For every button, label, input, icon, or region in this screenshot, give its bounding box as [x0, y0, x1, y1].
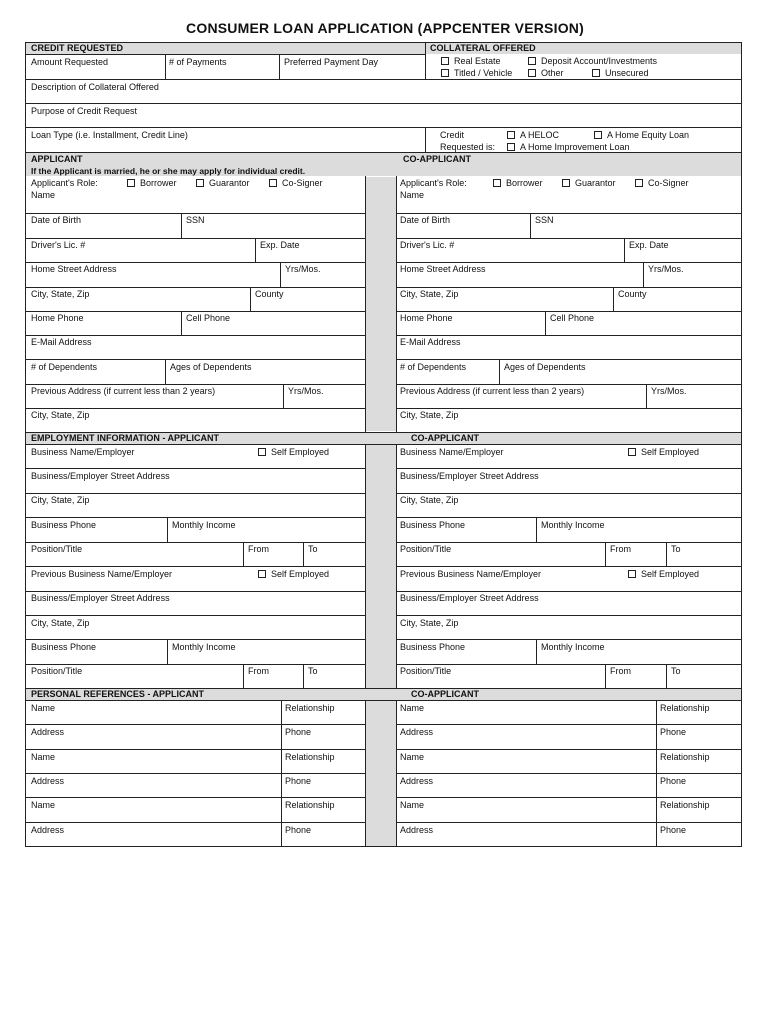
- reference-1-name-field[interactable]: Name: [31, 703, 56, 713]
- co-prev-business-phone-field[interactable]: Business Phone: [400, 642, 466, 652]
- employment-coapplicant-header: CO-APPLICANT: [411, 433, 479, 443]
- reference-3-relationship-field[interactable]: Relationship: [285, 800, 335, 810]
- co-reference-2-name-field[interactable]: Name: [400, 752, 425, 762]
- deposit-checkbox[interactable]: [528, 57, 536, 65]
- co-applicant-name-field[interactable]: Name: [400, 190, 425, 200]
- co-cosigner-checkbox[interactable]: [635, 179, 643, 187]
- co-self-employed-checkbox[interactable]: [628, 448, 636, 456]
- co-applicant-yrs-field[interactable]: Yrs/Mos.: [648, 264, 684, 274]
- co-to-field[interactable]: To: [671, 544, 681, 554]
- reference-2-address-field[interactable]: Address: [31, 776, 65, 786]
- home-improvement-checkbox[interactable]: [507, 143, 515, 151]
- co-applicant-email-field[interactable]: E-Mail Address: [400, 337, 461, 347]
- co-reference-3-phone-field[interactable]: Phone: [660, 825, 687, 835]
- applicant-email-field[interactable]: E-Mail Address: [31, 337, 92, 347]
- co-prev-monthly-income-field[interactable]: Monthly Income: [541, 642, 605, 652]
- guarantor-label: Guarantor: [209, 178, 250, 188]
- co-reference-2-address-field[interactable]: Address: [400, 776, 434, 786]
- references-header: PERSONAL REFERENCES - APPLICANT: [31, 689, 205, 699]
- form-title: CONSUMER LOAN APPLICATION (APPCENTER VERSION): [186, 20, 584, 36]
- prev-from-field[interactable]: From: [248, 666, 269, 676]
- reference-3-phone-field[interactable]: Phone: [285, 825, 312, 835]
- co-prev-business-city-field[interactable]: City, State, Zip: [400, 618, 459, 628]
- coapplicant-header: CO-APPLICANT: [403, 154, 471, 164]
- co-reference-1-phone-field[interactable]: Phone: [660, 727, 687, 737]
- reference-3-address-field[interactable]: Address: [31, 825, 65, 835]
- credit-purpose-field[interactable]: Purpose of Credit Request: [31, 106, 138, 116]
- applicant-role-label: Applicant's Role:: [31, 178, 98, 188]
- business-name-field[interactable]: Business Name/Employer: [31, 447, 135, 457]
- co-guarantor-label: Guarantor: [575, 178, 616, 188]
- prev-self-employed-checkbox[interactable]: [258, 570, 266, 578]
- applicant-ages-field[interactable]: Ages of Dependents: [170, 362, 252, 372]
- co-applicant-dependents-field[interactable]: # of Dependents: [400, 362, 467, 372]
- co-applicant-home-address-field[interactable]: Home Street Address: [400, 264, 486, 274]
- co-prev-self-employed-label: Self Employed: [641, 569, 700, 579]
- applicant-exp-field[interactable]: Exp. Date: [260, 240, 300, 250]
- co-guarantor-checkbox[interactable]: [562, 179, 570, 187]
- collateral-description-field[interactable]: Description of Collateral Offered: [31, 82, 159, 92]
- payment-day-field[interactable]: Preferred Payment Day: [284, 57, 379, 67]
- credit-requested-header: CREDIT REQUESTED: [31, 43, 124, 53]
- co-applicant-ssn-field[interactable]: SSN: [535, 215, 554, 225]
- co-reference-3-address-field[interactable]: Address: [400, 825, 434, 835]
- titled-vehicle-checkbox[interactable]: [441, 69, 449, 77]
- applicant-dependents-field[interactable]: # of Dependents: [31, 362, 98, 372]
- reference-1-relationship-field[interactable]: Relationship: [285, 703, 335, 713]
- co-applicant-dl-field[interactable]: Driver's Lic. #: [400, 240, 455, 250]
- co-business-city-field[interactable]: City, State, Zip: [400, 495, 459, 505]
- co-applicant-prev-yrs-field[interactable]: Yrs/Mos.: [651, 386, 687, 396]
- monthly-income-field[interactable]: Monthly Income: [172, 520, 236, 530]
- co-position-field[interactable]: Position/Title: [400, 544, 452, 554]
- applicant-home-phone-field[interactable]: Home Phone: [31, 313, 84, 323]
- reference-2-name-field[interactable]: Name: [31, 752, 56, 762]
- applicant-yrs-field[interactable]: Yrs/Mos.: [285, 264, 321, 274]
- self-employed-checkbox[interactable]: [258, 448, 266, 456]
- prev-business-field[interactable]: Previous Business Name/Employer: [31, 569, 173, 579]
- titled-vehicle-label: Titled / Vehicle: [454, 68, 513, 78]
- co-business-name-field[interactable]: Business Name/Employer: [400, 447, 504, 457]
- co-applicant-home-phone-field[interactable]: Home Phone: [400, 313, 453, 323]
- other-checkbox[interactable]: [528, 69, 536, 77]
- heloc-label: A HELOC: [520, 130, 560, 140]
- applicant-dl-field[interactable]: Driver's Lic. #: [31, 240, 86, 250]
- co-applicant-prev-city-field[interactable]: City, State, Zip: [400, 410, 459, 420]
- co-applicant-prev-address-field[interactable]: Previous Address (if current less than 2 years): [400, 386, 585, 396]
- prev-self-employed-label: Self Employed: [271, 569, 330, 579]
- co-prev-to-field[interactable]: To: [671, 666, 681, 676]
- reference-2-relationship-field[interactable]: Relationship: [285, 752, 335, 762]
- prev-business-street-field[interactable]: Business/Employer Street Address: [31, 593, 170, 603]
- co-business-phone-field[interactable]: Business Phone: [400, 520, 466, 530]
- applicant-city-field[interactable]: City, State, Zip: [31, 289, 90, 299]
- real-estate-label: Real Estate: [454, 56, 501, 66]
- home-improvement-label: A Home Improvement Loan: [520, 142, 630, 152]
- loan-application-form: [25, 42, 742, 847]
- co-prev-business-street-field[interactable]: Business/Employer Street Address: [400, 593, 539, 603]
- co-cosigner-label: Co-Signer: [648, 178, 689, 188]
- co-reference-1-name-field[interactable]: Name: [400, 703, 425, 713]
- co-applicant-county-field[interactable]: County: [618, 289, 647, 299]
- borrower-checkbox[interactable]: [127, 179, 135, 187]
- co-applicant-exp-field[interactable]: Exp. Date: [629, 240, 669, 250]
- co-reference-2-relationship-field[interactable]: Relationship: [660, 752, 710, 762]
- co-reference-1-address-field[interactable]: Address: [400, 727, 434, 737]
- reference-2-phone-field[interactable]: Phone: [285, 776, 312, 786]
- co-prev-self-employed-checkbox[interactable]: [628, 570, 636, 578]
- co-prev-business-field[interactable]: Previous Business Name/Employer: [400, 569, 542, 579]
- prev-monthly-income-field[interactable]: Monthly Income: [172, 642, 236, 652]
- heloc-checkbox[interactable]: [507, 131, 515, 139]
- reference-3-name-field[interactable]: Name: [31, 800, 56, 810]
- prev-business-phone-field[interactable]: Business Phone: [31, 642, 97, 652]
- co-borrower-label: Borrower: [506, 178, 543, 188]
- applicant-prev-city-field[interactable]: City, State, Zip: [31, 410, 90, 420]
- unsecured-label: Unsecured: [605, 68, 649, 78]
- co-reference-1-relationship-field[interactable]: Relationship: [660, 703, 710, 713]
- amount-requested-field[interactable]: Amount Requested: [31, 57, 109, 67]
- reference-1-address-field[interactable]: Address: [31, 727, 65, 737]
- to-field[interactable]: To: [308, 544, 318, 554]
- cosigner-checkbox[interactable]: [269, 179, 277, 187]
- co-monthly-income-field[interactable]: Monthly Income: [541, 520, 605, 530]
- applicant-prev-address-field[interactable]: Previous Address (if current less than 2 years): [31, 386, 216, 396]
- co-self-employed-label: Self Employed: [641, 447, 700, 457]
- business-phone-field[interactable]: Business Phone: [31, 520, 97, 530]
- home-equity-checkbox[interactable]: [594, 131, 602, 139]
- home-equity-label: A Home Equity Loan: [607, 130, 690, 140]
- co-reference-3-name-field[interactable]: Name: [400, 800, 425, 810]
- co-applicant-city-field[interactable]: City, State, Zip: [400, 289, 459, 299]
- prev-position-field[interactable]: Position/Title: [31, 666, 83, 676]
- applicant-cell-phone-field[interactable]: Cell Phone: [186, 313, 231, 323]
- co-prev-position-field[interactable]: Position/Title: [400, 666, 452, 676]
- prev-business-city-field[interactable]: City, State, Zip: [31, 618, 90, 628]
- co-applicant-role-label: Applicant's Role:: [400, 178, 467, 188]
- credit-header-bar: [26, 43, 741, 54]
- applicant-ssn-field[interactable]: SSN: [186, 215, 205, 225]
- co-reference-3-relationship-field[interactable]: Relationship: [660, 800, 710, 810]
- credit-requested-is-label: Credit: [440, 130, 465, 140]
- applicant-dob-field[interactable]: Date of Birth: [31, 215, 82, 225]
- applicant-header: APPLICANT: [31, 154, 83, 164]
- co-applicant-dob-field[interactable]: Date of Birth: [400, 215, 451, 225]
- payments-field[interactable]: # of Payments: [169, 57, 227, 67]
- co-prev-from-field[interactable]: From: [610, 666, 631, 676]
- credit-requested-is-label-2: Requested is:: [440, 142, 496, 152]
- borrower-label: Borrower: [140, 178, 177, 188]
- references-coapplicant-header: CO-APPLICANT: [411, 689, 479, 699]
- guarantor-checkbox[interactable]: [196, 179, 204, 187]
- reference-1-phone-field[interactable]: Phone: [285, 727, 312, 737]
- married-note: If the Applicant is married, he or she may apply for individual credit.: [31, 166, 306, 176]
- business-city-field[interactable]: City, State, Zip: [31, 495, 90, 505]
- co-from-field[interactable]: From: [610, 544, 631, 554]
- collateral-offered-header: COLLATERAL OFFERED: [430, 43, 536, 53]
- applicant-home-address-field[interactable]: Home Street Address: [31, 264, 117, 274]
- co-applicant-ages-field[interactable]: Ages of Dependents: [504, 362, 586, 372]
- co-applicant-cell-phone-field[interactable]: Cell Phone: [550, 313, 595, 323]
- column-separator: [366, 177, 396, 431]
- co-borrower-checkbox[interactable]: [493, 179, 501, 187]
- co-business-street-field[interactable]: Business/Employer Street Address: [400, 471, 539, 481]
- business-street-field[interactable]: Business/Employer Street Address: [31, 471, 170, 481]
- applicant-county-field[interactable]: County: [255, 289, 284, 299]
- applicant-prev-yrs-field[interactable]: Yrs/Mos.: [288, 386, 324, 396]
- self-employed-label: Self Employed: [271, 447, 330, 457]
- from-field[interactable]: From: [248, 544, 269, 554]
- prev-to-field[interactable]: To: [308, 666, 318, 676]
- co-reference-2-phone-field[interactable]: Phone: [660, 776, 687, 786]
- column-separator: [366, 445, 396, 688]
- unsecured-checkbox[interactable]: [592, 69, 600, 77]
- loan-type-field[interactable]: Loan Type (i.e. Installment, Credit Line): [31, 130, 188, 140]
- employment-header: EMPLOYMENT INFORMATION - APPLICANT: [31, 433, 219, 443]
- other-label: Other: [541, 68, 564, 78]
- applicant-name-field[interactable]: Name: [31, 190, 56, 200]
- deposit-label: Deposit Account/Investments: [541, 56, 658, 66]
- real-estate-checkbox[interactable]: [441, 57, 449, 65]
- position-field[interactable]: Position/Title: [31, 544, 83, 554]
- column-separator: [366, 701, 396, 846]
- cosigner-label: Co-Signer: [282, 178, 323, 188]
